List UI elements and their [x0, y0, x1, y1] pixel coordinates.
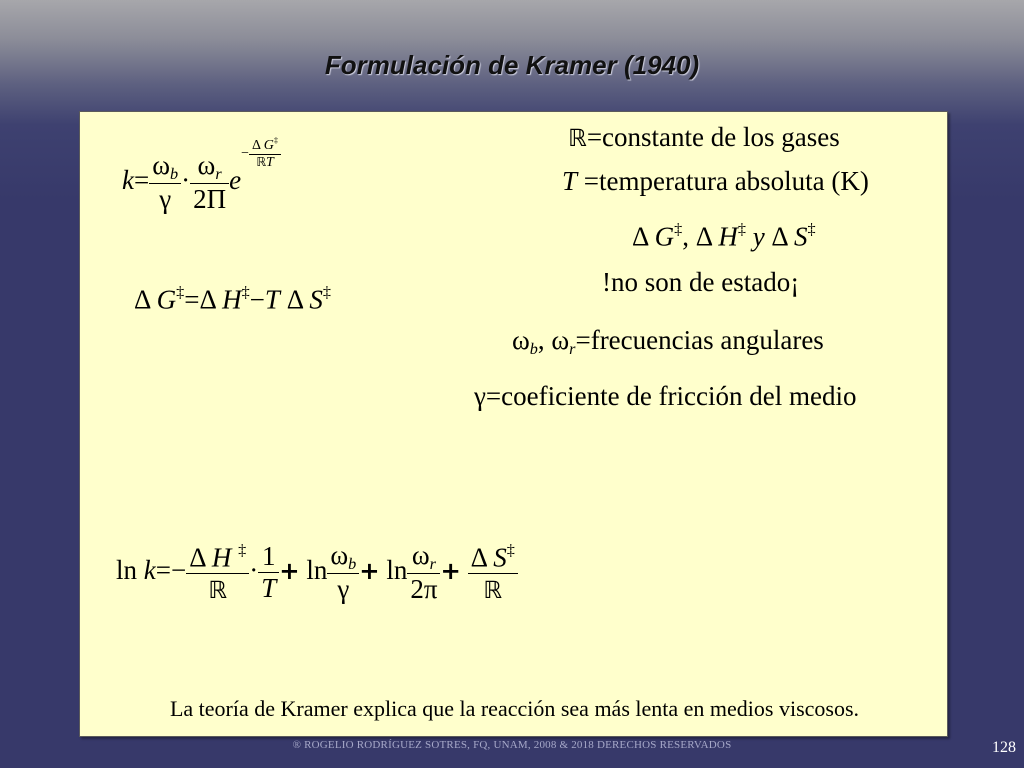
friction-definition: γ=coeficiente de fricción del medio [474, 381, 857, 411]
angular-frequencies-definition: $\omega_b$, $\omega_r=frecuencias$ angulares [512, 325, 824, 358]
page-number: 128 [992, 739, 1016, 756]
friction-text: coeficiente de fricción del medio [501, 381, 857, 411]
copyright-footer: ® ROGELIO RODRÍGUEZ SOTRES, FQ, UNAM, 2008 & 2018 DERECHOS RESERVADOS [292, 739, 732, 751]
gas-constant-definition: ℝ=constante de los gases [568, 122, 840, 152]
linearized-kramer-equation: ln k=− $\frac{\Delta H ^\ddagger}{\text{ℝ}}$ · $\frac{1}{T}$ + ln $\frac{\omega_b}{\gamma}$ + ln $\frac{\omega_r}{2\pi}$ + $\frac{\Delta S^\ddagger}{\text{ℝ}}$ [116, 540, 518, 606]
slide-caption: La teoría de Kramer explica que la reacción sea más lenta en medios viscosos. [169, 696, 860, 721]
angular-freq-text: frecuencias angulares [590, 325, 824, 355]
gibbs-activation-equation: Δ G‡=Δ H‡−T Δ S‡ [134, 283, 331, 315]
temperature-text: temperatura absoluta (K) [599, 166, 869, 196]
temperature-definition: T =temperatura absoluta (K) [562, 166, 869, 196]
slide-title: Formulación de Kramer (1940) [324, 50, 700, 80]
content-panel [79, 111, 948, 737]
kramer-rate-equation: k= $\frac{\omega_b}{\gamma}$ · $\frac{\omega_r}{2\Pi}$ e− $\frac{\Delta G^\ddagger}{\text{ℝT}}$ [122, 150, 281, 216]
not-state-functions-note [602, 269, 799, 296]
not-state-text: !no son de estado¡ [602, 267, 800, 297]
gas-constant-text: constante de los gases [602, 122, 840, 152]
activation-quantities: Δ G‡, Δ H‡ y Δ S‡ [632, 220, 816, 252]
